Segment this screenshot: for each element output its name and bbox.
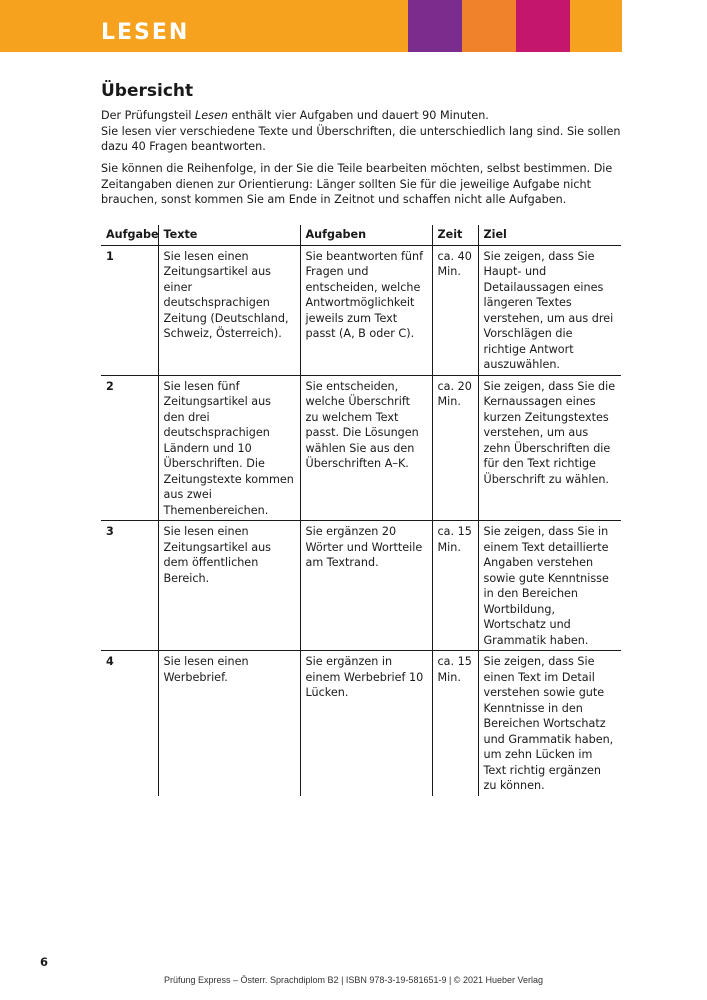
intro-text-after-italic: enthält vier Aufgaben und dauert 90 Minuten.	[227, 109, 489, 122]
header-aufgaben: Aufgaben	[300, 225, 432, 245]
table-row	[101, 245, 621, 375]
cell-texte: Sie lesen einen Zeitungsartikel aus dem öffentlichen Bereich.	[158, 521, 300, 651]
header-orange-bar	[0, 0, 408, 52]
overview-table	[101, 225, 621, 796]
cell-texte: Sie lesen einen Zeitungsartikel aus einer deutschsprachigen Zeitung (Deutschland, Schweiz, Österreich).	[158, 245, 300, 375]
intro-paragraph-2: Sie können die Reihenfolge, in der Sie die Teile bearbeiten möchten, selbst bestimmen. Die Zeitangaben dienen zur Orientierung: Länger sollten Sie für die jeweilige Aufgabe nicht brauchen, sonst kommen Sie am Ende in Zeitnot und schaffen nicht alle Aufgaben.	[101, 162, 613, 206]
intro-paragraph-1	[101, 108, 621, 155]
intro-text-before-italic: Der Prüfungsteil	[101, 109, 195, 122]
cell-zeit: ca. 15 Min.	[432, 521, 478, 651]
header-zeit: Zeit	[432, 225, 478, 245]
page-number: 6	[40, 955, 49, 969]
cell-aufgaben: Sie entscheiden, welche Überschrift zu welchem Text passt. Die Lösungen wählen Sie aus den Überschriften A–K.	[300, 375, 432, 521]
cell-ziel: Sie zeigen, dass Sie Haupt- und Detailaussagen eines längeren Textes verstehen, um aus drei Vorschlägen die richtige Antwort auszuwählen.	[478, 245, 621, 375]
cell-zeit: ca. 15 Min.	[432, 651, 478, 796]
page-title: Übersicht	[101, 81, 194, 101]
cell-ziel: Sie zeigen, dass Sie die Kernaussagen eines kurzen Zeitungstextes verstehen, um aus zehn Überschriften die für den Text richtige Überschrift zu wählen.	[478, 375, 621, 521]
table-row	[101, 375, 621, 521]
cell-zeit: ca. 40 Min.	[432, 245, 478, 375]
cell-aufgaben: Sie ergänzen 20 Wörter und Wortteile am Textrand.	[300, 521, 432, 651]
header-aufgabe: Aufgabe	[101, 225, 158, 245]
header-texte: Texte	[158, 225, 300, 245]
header-dark-orange-block	[462, 0, 516, 52]
cell-aufgaben: Sie ergänzen in einem Werbebrief 10 Lücken.	[300, 651, 432, 796]
header-magenta-block	[516, 0, 570, 52]
header-purple-block	[408, 0, 462, 52]
intro-italic-word: Lesen	[195, 109, 228, 122]
cell-num: 4	[106, 655, 114, 668]
header-banner	[0, 0, 707, 52]
header-orange-block	[570, 0, 622, 52]
cell-ziel: Sie zeigen, dass Sie in einem Text detaillierte Angaben verstehen sowie gute Kenntnisse in den Bereichen Wortbildung, Wortschatz und Grammatik haben.	[478, 521, 621, 651]
intro-line-2: Sie lesen vier verschiedene Texte und Überschriften, die unterschiedlich lang sind. Sie sollen dazu 40 Fragen beantworten.	[101, 124, 621, 153]
table-header-row	[101, 225, 621, 245]
header-ziel: Ziel	[478, 225, 621, 245]
cell-zeit: ca. 20 Min.	[432, 375, 478, 521]
footer-credits: Prüfung Express – Österr. Sprachdiplom B2 | ISBN 978-3-19-581651-9 | © 2021 Hueber Verlag	[163, 975, 543, 985]
cell-num: 1	[101, 245, 158, 375]
cell-ziel: Sie zeigen, dass Sie einen Text im Detail verstehen sowie gute Kenntnisse in den Bereichen Wortschatz und Grammatik haben, um zehn Lücken im Text richtig ergänzen zu können.	[478, 651, 621, 796]
cell-num: 3	[101, 521, 158, 651]
table-row	[101, 521, 621, 651]
cell-texte: Sie lesen fünf Zeitungsartikel aus den drei deutschsprachigen Ländern und 10 Überschriften. Die Zeitungstexte kommen aus zwei Themenbereichen.	[158, 375, 300, 521]
table-row	[101, 651, 621, 796]
cell-aufgaben: Sie beantworten fünf Fragen und entscheiden, welche Antwortmöglichkeit jeweils zum Text passt (A, B oder C).	[300, 245, 432, 375]
cell-texte: Sie lesen einen Werbebrief.	[158, 651, 300, 796]
cell-num: 2	[101, 375, 158, 521]
section-header-title: LESEN	[101, 20, 190, 45]
